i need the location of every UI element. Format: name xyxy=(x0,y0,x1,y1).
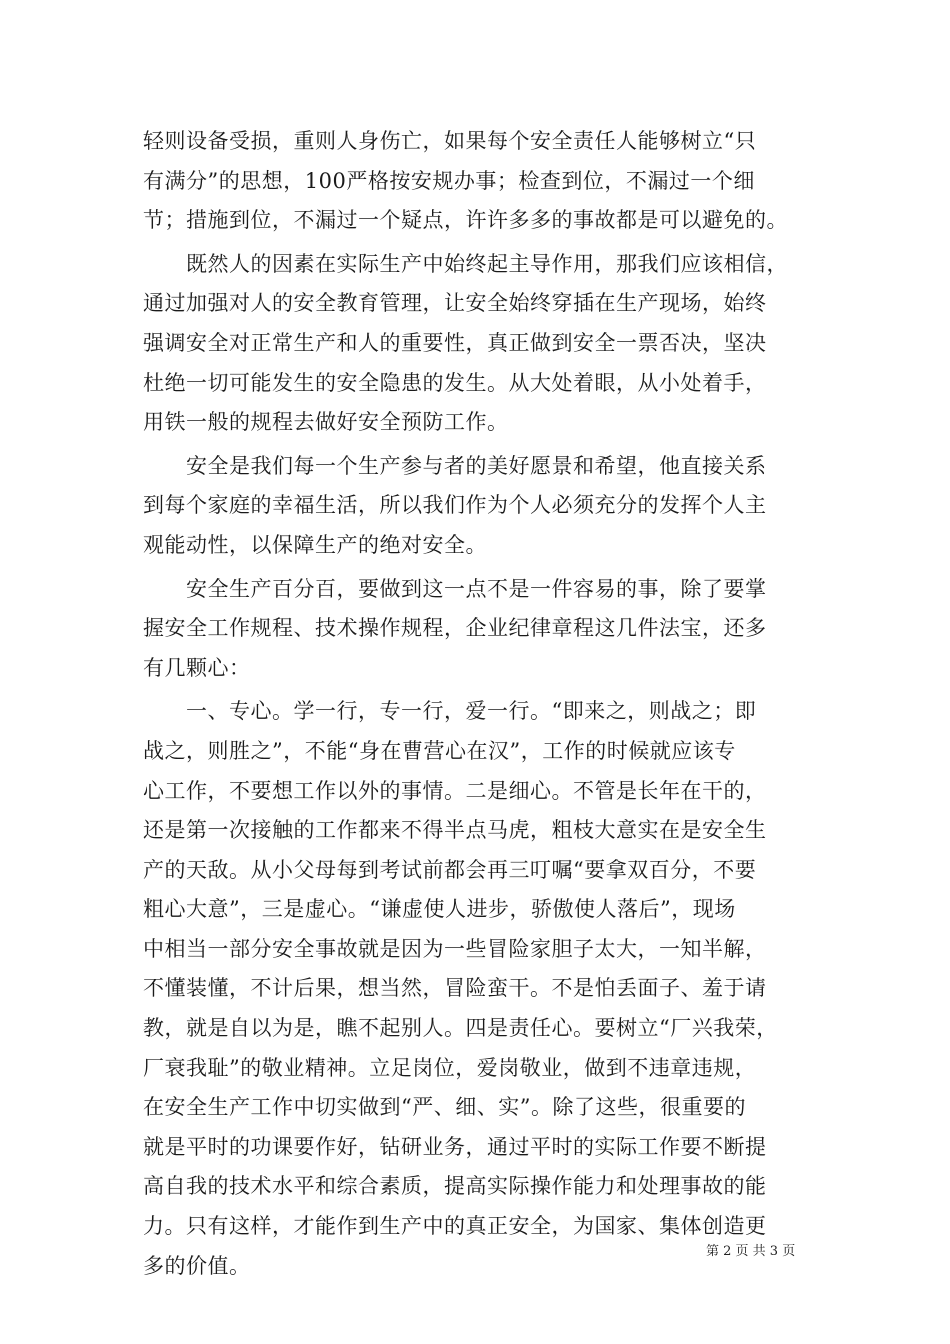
paragraph-line: 就是平时的功课要作好，钻研业务，通过平时的实际工作要不断提 xyxy=(143,1134,767,1159)
paragraph-line: 既然人的因素在实际生产中始终起主导作用，那我们应该相信， xyxy=(186,251,788,276)
paragraph-line: 厂衰我耻”的敬业精神。立足岗位，爱岗敬业，做到不违章违规， xyxy=(143,1055,757,1080)
paragraph-line: 心工作，不要想工作以外的事情。二是细心。不管是长年在干的， xyxy=(143,778,767,803)
paragraph-line: 高自我的技术水平和综合素质，提高实际操作能力和处理事故的能 xyxy=(143,1174,767,1199)
paragraph xyxy=(143,447,819,566)
paragraph-line: 节；措施到位，不漏过一个疑点，许许多多的事故都是可以避免的。 xyxy=(143,208,788,233)
paragraph-line: 杜绝一切可能发生的安全隐患的发生。从大处着眼，从小处着手， xyxy=(143,370,767,395)
paragraph-line: 有几颗心： xyxy=(143,655,251,680)
paragraph-line: 握安全工作规程、技术操作规程，企业纪律章程这几件法宝，还多 xyxy=(143,616,767,641)
paragraph-line: 战之，则胜之”，不能“身在曹营心在汉”，工作的时候就应该专 xyxy=(143,738,736,763)
paragraph-line: 教，就是自以为是，瞧不起别人。四是责任心。要树立“厂兴我荣， xyxy=(143,1016,778,1041)
paragraph xyxy=(143,692,819,1286)
paragraph-line: 一、专心。学一行，专一行，爱一行。“即来之，则战之；即 xyxy=(186,699,757,724)
paragraph-line: 到每个家庭的幸福生活，所以我们作为个人必须充分的发挥个人主 xyxy=(143,493,767,518)
paragraph-line: 产的天敌。从小父母每到考试前都会再三叮嘱“要拿双百分，不要 xyxy=(143,857,757,882)
paragraph-line: 还是第一次接触的工作都来不得半点马虎，粗枝大意实在是安全生 xyxy=(143,818,767,843)
paragraph-line: 不懂装懂，不计后果，想当然，冒险蛮干。不是怕丢面子、羞于请 xyxy=(143,976,767,1001)
paragraph-line: 强调安全对正常生产和人的重要性，真正做到安全一票否决，坚决 xyxy=(143,330,767,355)
paragraph-line: 安全是我们每一个生产参与者的美好愿景和希望，他直接关系 xyxy=(186,453,767,478)
paragraph-line: 观能动性，以保障生产的绝对安全。 xyxy=(143,532,487,557)
paragraph-line: 粗心大意”，三是虚心。“谦虚使人进步，骄傲使人落后”，现场 xyxy=(143,897,736,922)
paragraph-line: 通过加强对人的安全教育管理，让安全始终穿插在生产现场，始终 xyxy=(143,291,767,316)
paragraph-line: 安全生产百分百，要做到这一点不是一件容易的事，除了要掌 xyxy=(186,576,767,601)
page-number-footer: 第 2 页 共 3 页 xyxy=(706,1244,796,1259)
paragraph xyxy=(143,245,819,443)
paragraph-line: 力。只有这样，才能作到生产中的真正安全，为国家、集体创造更 xyxy=(143,1214,767,1239)
paragraph-line: 中相当一部分安全事故就是因为一些冒险家胆子太大，一知半解， xyxy=(143,936,767,961)
paragraph-line: 轻则设备受损，重则人身伤亡，如果每个安全责任人能够树立“只 xyxy=(143,129,757,153)
document-body xyxy=(143,122,819,1286)
paragraph-line: 在安全生产工作中切实做到“严、细、实”。除了这些，很重要的 xyxy=(143,1095,746,1120)
paragraph xyxy=(143,122,819,241)
paragraph xyxy=(143,570,819,689)
paragraph-line: 用铁一般的规程去做好安全预防工作。 xyxy=(143,410,509,435)
paragraph-line: 多的价值。 xyxy=(143,1253,251,1278)
paragraph-line: 有满分”的思想，100严格按安规办事；检查到位，不漏过一个细 xyxy=(143,168,755,193)
